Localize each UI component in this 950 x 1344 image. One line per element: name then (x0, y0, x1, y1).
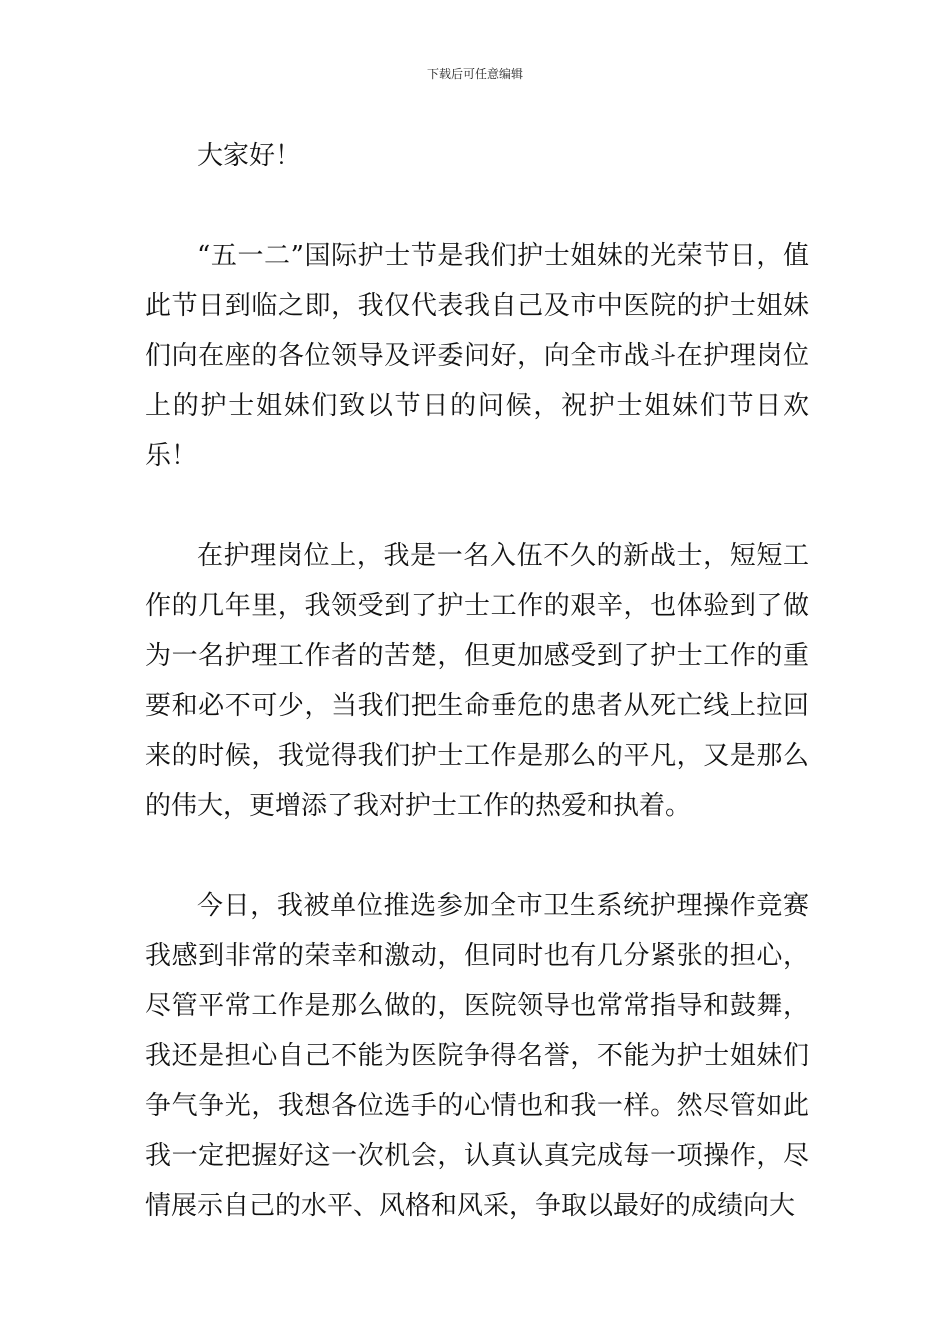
greeting-paragraph: 大家好！ (197, 141, 302, 171)
paragraph-competition: 今日，我被单位推选参加全市卫生系统护理操作竞赛我感到非常的荣幸和激动，但同时也有几分紧张的担心，尽管平常工作是那么做的，医院领导也常常指导和鼓舞，我还是担心自己不能为医院争得名誉，不能为护士姐妹们争气争光，我想各位选手的心情也和我一样。然尽管如此我一定把握好这一次机会，认真认真完成每一项操作，尽情展示自己的水平、风格和风采，争取以最好的成绩向大 (145, 891, 809, 1221)
paragraph-nursing-experience: 在护理岗位上，我是一名入伍不久的新战士，短短工作的几年里，我领受到了护士工作的艰辛，也体验到了做为一名护理工作者的苦楚，但更加感受到了护士工作的重要和必不可少，当我们把生命垂危的患者从死亡线上拉回来的时候，我觉得我们护士工作是那么的平凡，又是那么的伟大，更增添了我对护士工作的热爱和执着。 (145, 541, 809, 821)
paragraph-festival-greeting: “五一二”国际护士节是我们护士姐妹的光荣节日，值此节日到临之即，我仅代表我自己及市中医院的护士姐妹们向在座的各位领导及评委问好，向全市战斗在护理岗位上的护士姐妹们致以节日的问候，祝护士姐妹们节日欢乐！ (145, 241, 809, 471)
header-note: 下载后可任意编辑 (426, 67, 523, 81)
document-body (145, 131, 809, 1281)
